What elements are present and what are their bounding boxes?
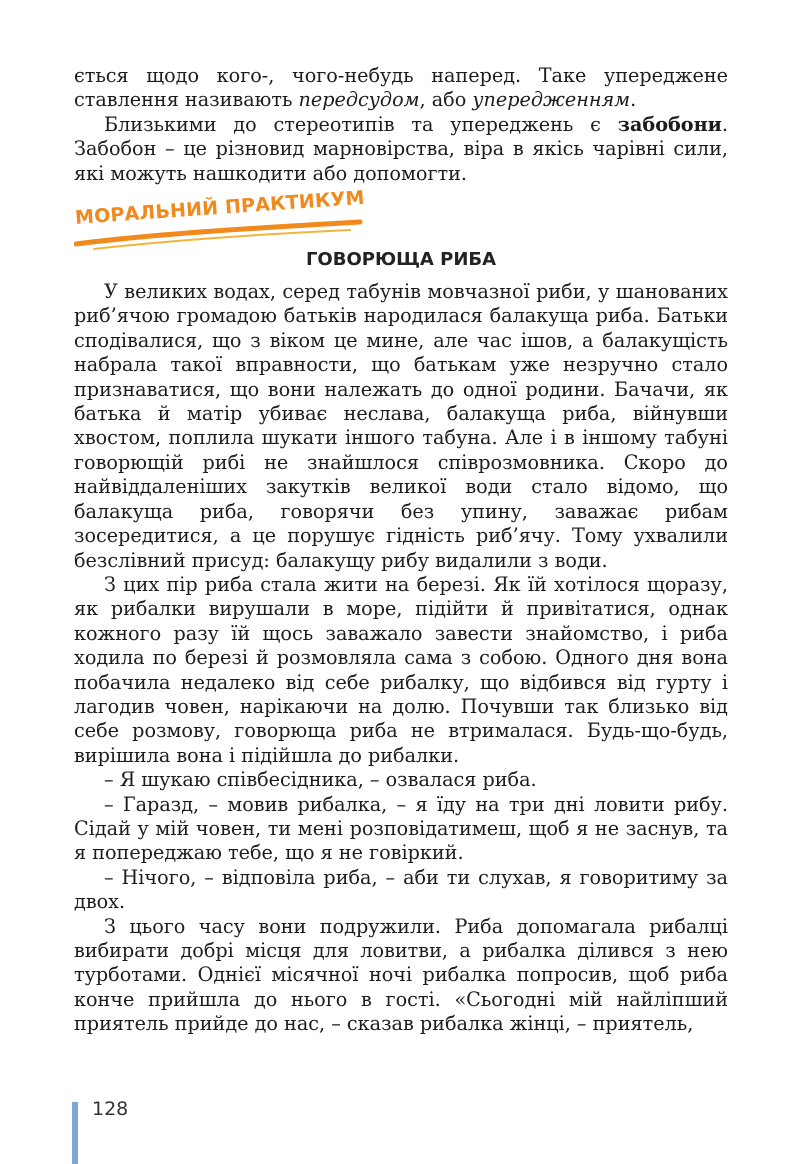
section-heading [74, 186, 728, 252]
section-heading-text: МОРАЛЬНИЙ ПРАКТИКУМ [74, 186, 366, 230]
intro-p2-start: Близькими до стереотипів та упереджень є [104, 112, 618, 136]
footer-accent-bar [72, 1102, 78, 1164]
story-paragraph: У великих водах, серед табунів мовчазної риби, у шанованих риб’ячою громадою батьків народилася балакуща риба. Батьки сподівалися, що з віком це мине, але час ішов, а балакущість набрала такої вправности, що батькам уже незручно стало признаватися, що вони належать до одної родини. Бачачи, як батька й матір убиває неслава, балакуща риба, війнувши хвостом, поплила шукати іншого табуна. Але і в іншому табуні говорющій рибі не знайшлося співрозмовника. Скоро до найвіддаленіших закутків великої води стало відомо, що балакуща риба, говорячи без упину, заважає рибам зосередитися, а це порушує гідність риб’ячу. Тому ухвалили безслівний присуд: балакущу рибу видалили з води. [74, 280, 728, 572]
intro-paragraph-2 [74, 113, 728, 186]
term-peredsud: передсудом [298, 88, 420, 112]
intro-p1-start: ється щодо кого-, чого-небудь наперед. Таке упереджене ставлення називають [74, 64, 728, 112]
dialogue-line: – Я шукаю співбесідника, – озвалася риба. [104, 768, 537, 792]
intro-p1-end: . [630, 88, 637, 112]
term-zabobony: забобони [617, 112, 722, 136]
intro-p2-end: . Забобон – це різновид марновірства, віра в якісь чарівні сили, які можуть нашкодити або допомогти. [74, 112, 728, 185]
dialogue-line: – Гаразд, – мовив рибалка, – я їду на три дні ловити рибу. Сідай у мій човен, ти мені розповідатимеш, щоб я не заснув, та я попереджаю тебе, що я не говіркий. [74, 792, 728, 865]
intro-paragraph-1 [74, 64, 728, 113]
story-paragraph: З цих пір риба стала жити на березі. Як їй хотілося щоразу, як рибалки вирушали в море, підійти й привітатися, однак кожного разу їй щось заважало завести знайомство, і риба ходила по березі й розмовляла сама з собою. Одного дня вона побачила недалеко від себе рибалку, що відбився від гурту і лагодив човен, нарікаючи на долю. Почувши так близько від себе розмову, говорюща риба не втрималася. Будь-що-будь, вирішила вона і підійшла до рибалки. [74, 572, 728, 767]
intro-p1-mid: , або [419, 88, 473, 112]
page-number: 128 [92, 1098, 129, 1120]
story-paragraph: З цього часу вони подружили. Риба допомагала рибалці вибирати добрі місця для ловитви, а рибалка ділився з нею турботами. Однієї місячної ночі рибалка попросив, щоб риба конче прийшла до нього в гості. «Сьогодні мій найліпший приятель прийде до нас, – сказав рибалка жінці, – приятель, [74, 914, 728, 1036]
dialogue-line: – Нічого, – відповіла риба, – аби ти слухав, я говоритиму за двох. [74, 865, 728, 914]
term-uperedzhennia: упередженням [472, 88, 631, 112]
story-title: ГОВОРЮЩА РИБА [305, 249, 497, 271]
page-content [74, 64, 728, 1037]
